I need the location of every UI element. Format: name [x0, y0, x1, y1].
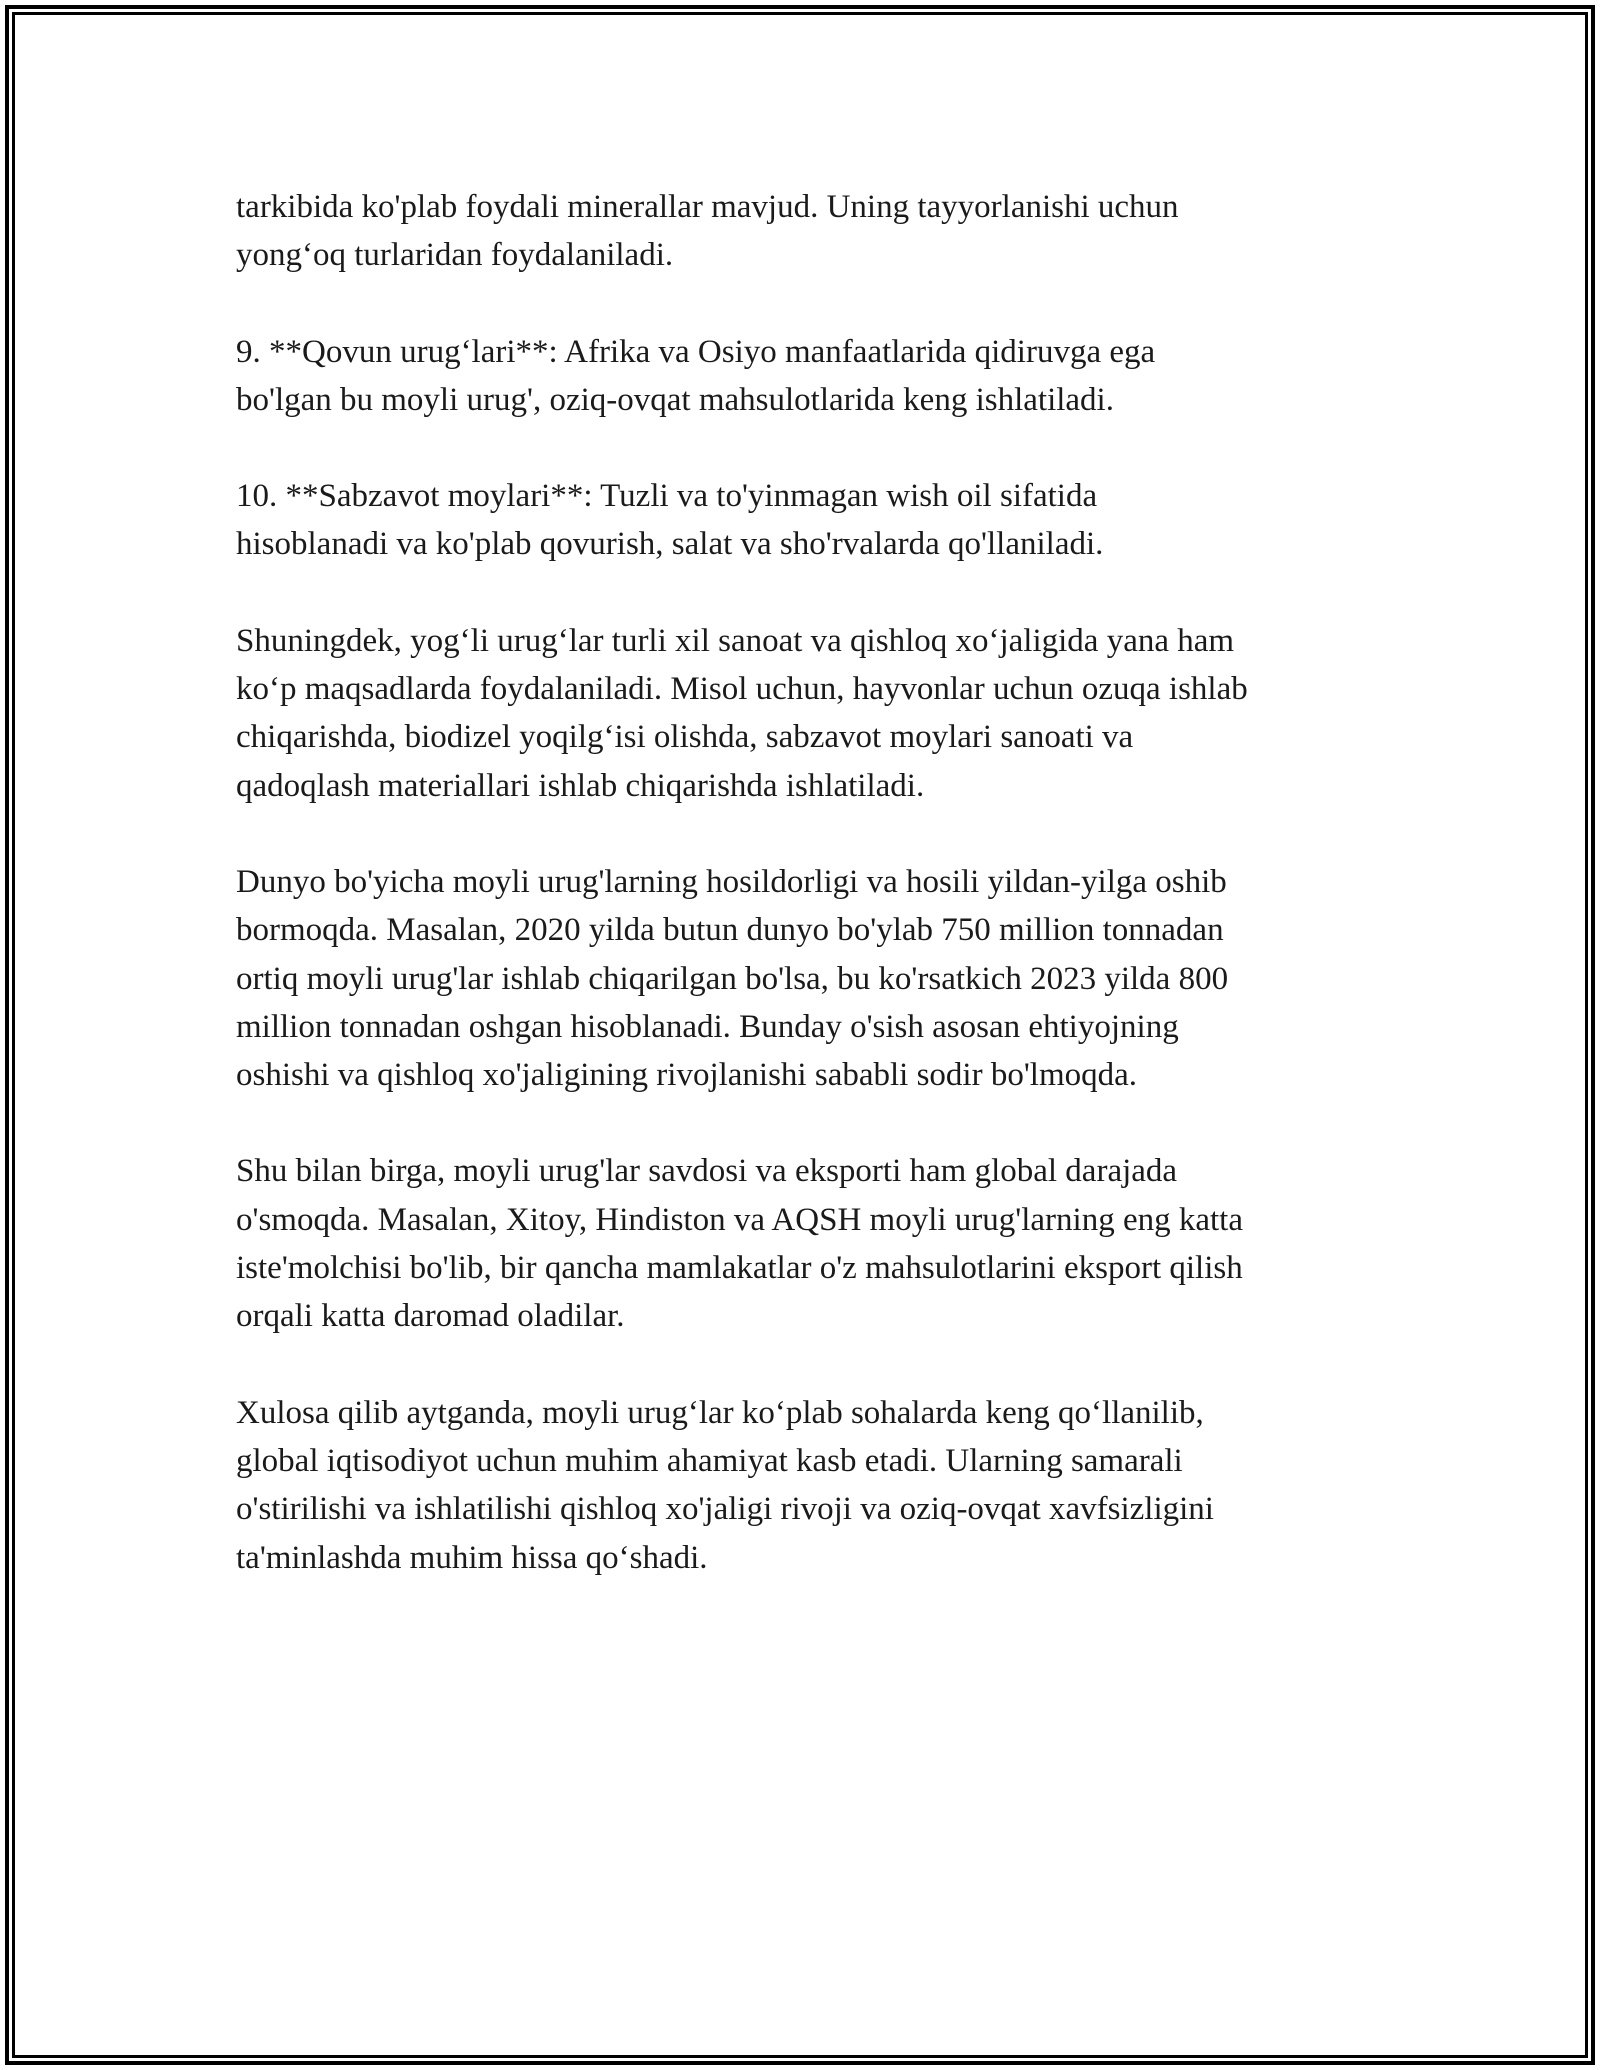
- paragraph-minerals: tarkibida ko'plab foydali minerallar mavjud. Uning tayyorlanishi uchun yong‘oq turlaridan foydalaniladi.: [236, 189, 1179, 274]
- paragraph-trade-export: Shu bilan birga, moyli urug'lar savdosi va eksporti ham global darajada o'smoqda. Masalan, Xitoy, Hindiston va AQSH moyli urug'larning eng katta iste'molchisi bo'lib, bir qancha mamlakatlar o'z mahsulotlarini eksport qilish orqali katta daromad oladilar.: [236, 1153, 1243, 1335]
- document-body: [236, 183, 1366, 1630]
- paragraph-melon-seeds: 9. **Qovun urug‘lari**: Afrika va Osiyo manfaatlarida qidiruvga ega bo'lgan bu moyli urug', oziq-ovqat mahsulotlarida keng ishlatiladi.: [236, 333, 1156, 418]
- paragraph-vegetable-oils: 10. **Sabzavot moylari**: Tuzli va to'yinmagan wish oil sifatida hisoblanadi va ko'plab qovurish, salat va sho'rvalarda qo'llaniladi.: [236, 478, 1104, 563]
- paragraph-conclusion: Xulosa qilib aytganda, moyli urug‘lar ko‘plab sohalarda keng qo‘llanilib, global iqtisodiyot uchun muhim ahamiyat kasb etadi. Ularning samarali o'stirilishi va ishlatilishi qishloq xo'jaligi rivoji va oziq-ovqat xavfsizligini ta'minlashda muhim hissa qo‘shadi.: [236, 1394, 1214, 1576]
- paragraph-industrial-uses: Shuningdek, yog‘li urug‘lar turli xil sanoat va qishloq xo‘jaligida yana ham ko‘p maqsadlarda foydalaniladi. Misol uchun, hayvonlar uchun ozuqa ishlab chiqarishda, biodizel yoqilg‘isi olishda, sabzavot moylari sanoati va qadoqlash materiallari ishlab chiqarishda ishlatiladi.: [236, 622, 1248, 804]
- paragraph-global-production: Dunyo bo'yicha moyli urug'larning hosildorligi va hosili yildan-yilga oshib bormoqda. Masalan, 2020 yilda butun dunyo bo'ylab 750 million tonnadan ortiq moyli urug'lar ishlab chiqarilgan bo'lsa, bu ko'rsatkich 2023 yilda 800 million tonnadan oshgan hisoblanadi. Bunday o'sish asosan ehtiyojning oshishi va qishloq xo'jaligining rivojlanishi sababli sodir bo'lmoqda.: [236, 863, 1229, 1094]
